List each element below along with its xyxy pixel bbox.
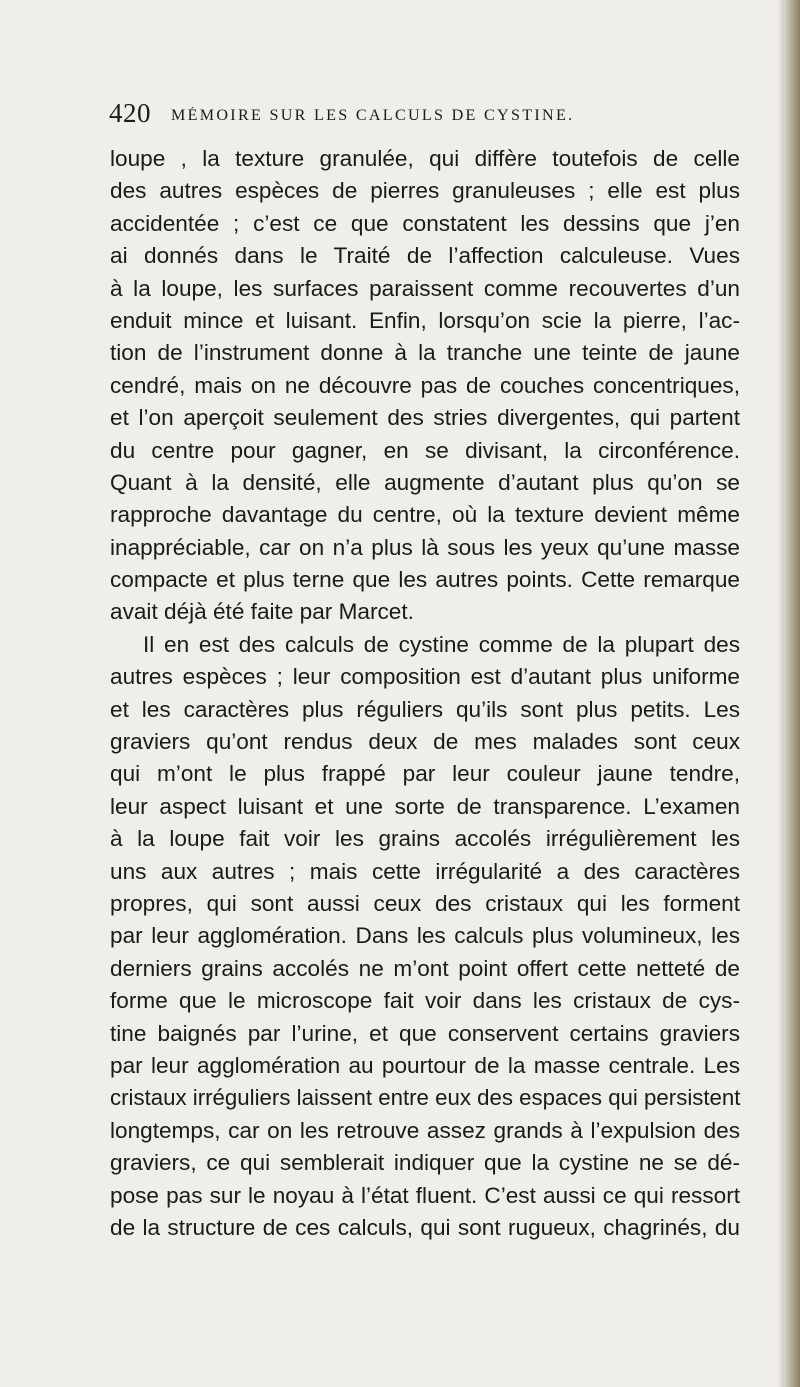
text-line: propres, qui sont aussi ceux des cristaux qui les forment: [110, 890, 740, 916]
text-line: et l’on aperçoit seulement des stries divergentes, qui partent: [110, 405, 740, 431]
text-line: leur aspect luisant et une sorte de transparence. L’examen: [110, 793, 740, 819]
text-line: qui m’ont le plus frappé par leur couleur jaune tendre,: [110, 761, 740, 787]
text-line-paragraph-end: avait déjà été faite par Marcet.: [110, 599, 414, 625]
text-line: loupe , la texture granulée, qui diffère toutefois de celle: [110, 146, 740, 171]
text-line: à la loupe, les surfaces paraissent comme recouvertes d’un: [110, 275, 740, 301]
text-line: rapproche davantage du centre, où la texture devient même: [110, 502, 740, 528]
text-line: des autres espèces de pierres granuleuses ; elle est plus: [110, 178, 740, 204]
text-line: graviers qu’ont rendus deux de mes malades sont ceux: [110, 729, 740, 755]
page-header: [109, 96, 689, 136]
text-line: compacte et plus terne que les autres points. Cette remarque: [110, 567, 740, 593]
running-head: MÉMOIRE SUR LES CALCULS DE CYSTINE.: [171, 107, 575, 124]
page-edge: [784, 0, 800, 1387]
page-number: 420: [109, 98, 151, 128]
text-line: longtemps, car on les retrouve assez grands à l’expulsion des: [110, 1117, 740, 1143]
text-line: Quant à la densité, elle augmente d’autant plus qu’on se: [110, 469, 740, 495]
text-line: par leur agglomération au pourtour de la masse centrale. Les: [110, 1052, 740, 1078]
text-line: tion de l’instrument donne à la tranche une teinte de jaune: [110, 340, 740, 366]
text-line: accidentée ; c’est ce que constatent les dessins que j’en: [110, 210, 740, 236]
text-line: de la structure de ces calculs, qui sont rugueux, chagrinés, du: [110, 1214, 740, 1240]
text-line: forme que le microscope fait voir dans les cristaux de cys-: [110, 988, 740, 1014]
text-line: enduit mince et luisant. Enfin, lorsqu’on scie la pierre, l’ac-: [110, 307, 740, 333]
text-line: uns aux autres ; mais cette irrégularité a des caractères: [110, 858, 740, 884]
text-line: cendré, mais on ne découvre pas de couches concentriques,: [110, 372, 740, 398]
text-line: par leur agglomération. Dans les calculs plus volumineux, les: [110, 923, 740, 949]
body-text: [110, 143, 740, 1244]
text-line: à la loupe fait voir les grains accolés irrégulièrement les: [110, 826, 740, 852]
text-line: ai donnés dans le Traité de l’affection calculeuse. Vues: [110, 243, 740, 269]
text-line: inappréciable, car on n’a plus là sous les yeux qu’une masse: [110, 534, 740, 560]
text-line: du centre pour gagner, en se divisant, la circonférence.: [110, 437, 740, 463]
text-line: graviers, ce qui semblerait indiquer que la cystine ne se dé-: [110, 1150, 740, 1176]
text-line: et les caractères plus réguliers qu’ils sont plus petits. Les: [110, 696, 740, 722]
text-line: cristaux irréguliers laissent entre eux des espaces qui persistent: [110, 1085, 741, 1111]
text-line: derniers grains accolés ne m’ont point offert cette netteté de: [110, 955, 740, 981]
text-line: pose pas sur le noyau à l’état fluent. C’est aussi ce qui ressort: [110, 1182, 740, 1208]
text-line: tine baignés par l’urine, et que conservent certains graviers: [110, 1020, 740, 1046]
text-line: autres espèces ; leur composition est d’autant plus uniforme: [110, 664, 740, 690]
text-line-paragraph-start: Il en est des calculs de cystine comme de la plupart des: [143, 631, 740, 657]
